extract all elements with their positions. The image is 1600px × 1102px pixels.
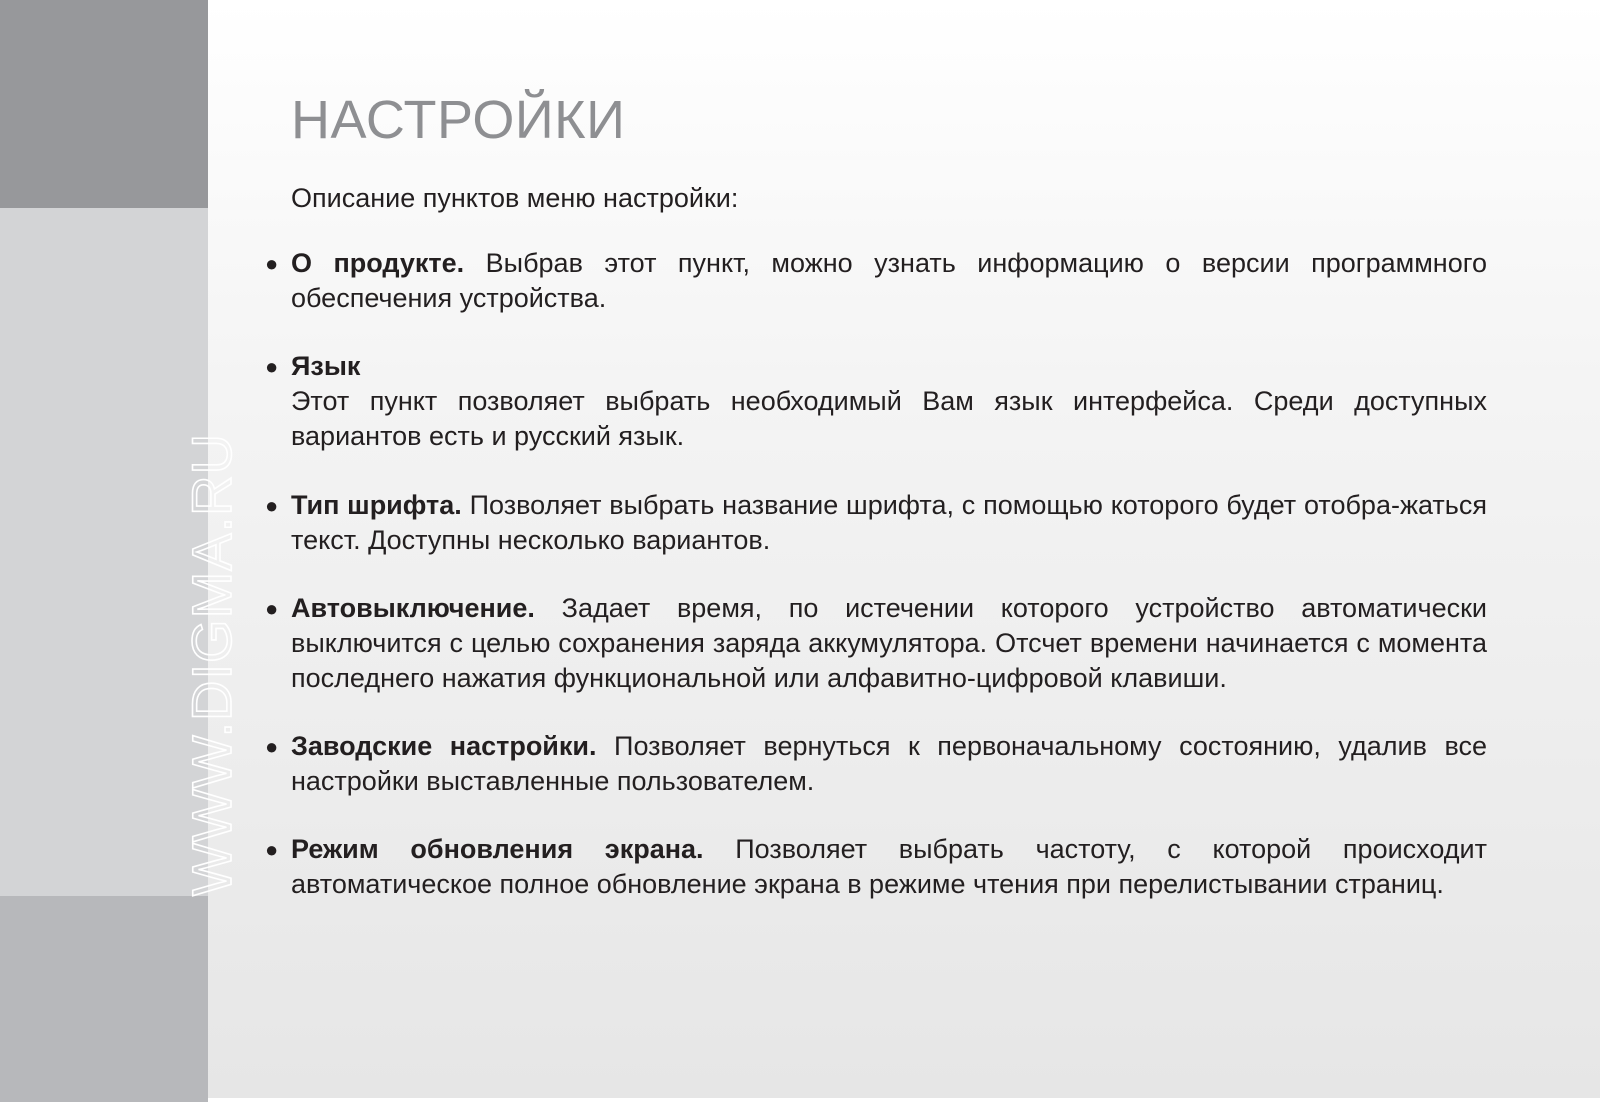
item-term: Заводские настройки. [291,731,597,761]
item-term: О продукте. [291,248,465,278]
item-description: Этот пункт позволяет выбрать необходимый Вам язык интерфейса. Среди доступных вариантов есть и русский язык. [291,386,1487,451]
menu-item-about-product [265,246,1487,316]
intro-text: Описание пунктов меню настройки: [291,183,739,213]
item-description: Выбрав этот пункт, можно узнать информацию о версии программного обеспечения устройства. [291,248,1487,313]
bullet-icon: ● [265,493,279,518]
bullet-icon: ● [265,596,279,621]
menu-item-font-type [265,488,1487,558]
item-term: Автовыключение. [291,593,535,623]
bullet-icon: ● [265,734,279,759]
sidebar-top-band [0,0,208,208]
item-term: Язык [291,351,361,381]
item-term: Режим обновления экрана. [291,834,704,864]
website-url-vertical: WWW.DIGMA.RU [180,432,243,896]
bullet-icon: ● [265,251,279,276]
menu-item-auto-shutdown [265,591,1487,696]
bottom-edge-strip [208,1098,1600,1102]
menu-item-screen-refresh-mode [265,832,1487,902]
item-description: Позволяет вернуться к первоначальному состоянию, удалив все настройки выставленные пользователем. [291,731,1488,796]
menu-item-language [265,349,1487,454]
item-term: Тип шрифта. [291,490,462,520]
menu-item-factory-settings [265,729,1488,799]
bullet-icon: ● [265,354,279,379]
item-description: Позволяет выбрать частоту, с которой происходит автоматическое полное обновление экрана в режиме чтения при перелистывании страниц. [291,834,1487,899]
bullet-icon: ● [265,837,279,862]
page-title: НАСТРОЙКИ [291,90,626,150]
sidebar-middle-band [0,208,208,896]
sidebar-bottom-band [0,896,208,1102]
sidebar [0,0,243,1102]
item-description: Задает время, по истечении которого устройство автоматически выключится с целью сохранения заряда аккумулятора. Отсчет времени начинается с момента последнего нажатия функциональной или алфавитно-цифровой клавиши. [291,593,1487,693]
item-description: Позволяет выбрать название шрифта, с помощью которого будет отобра-жаться текст. Доступны несколько вариантов. [291,490,1487,555]
